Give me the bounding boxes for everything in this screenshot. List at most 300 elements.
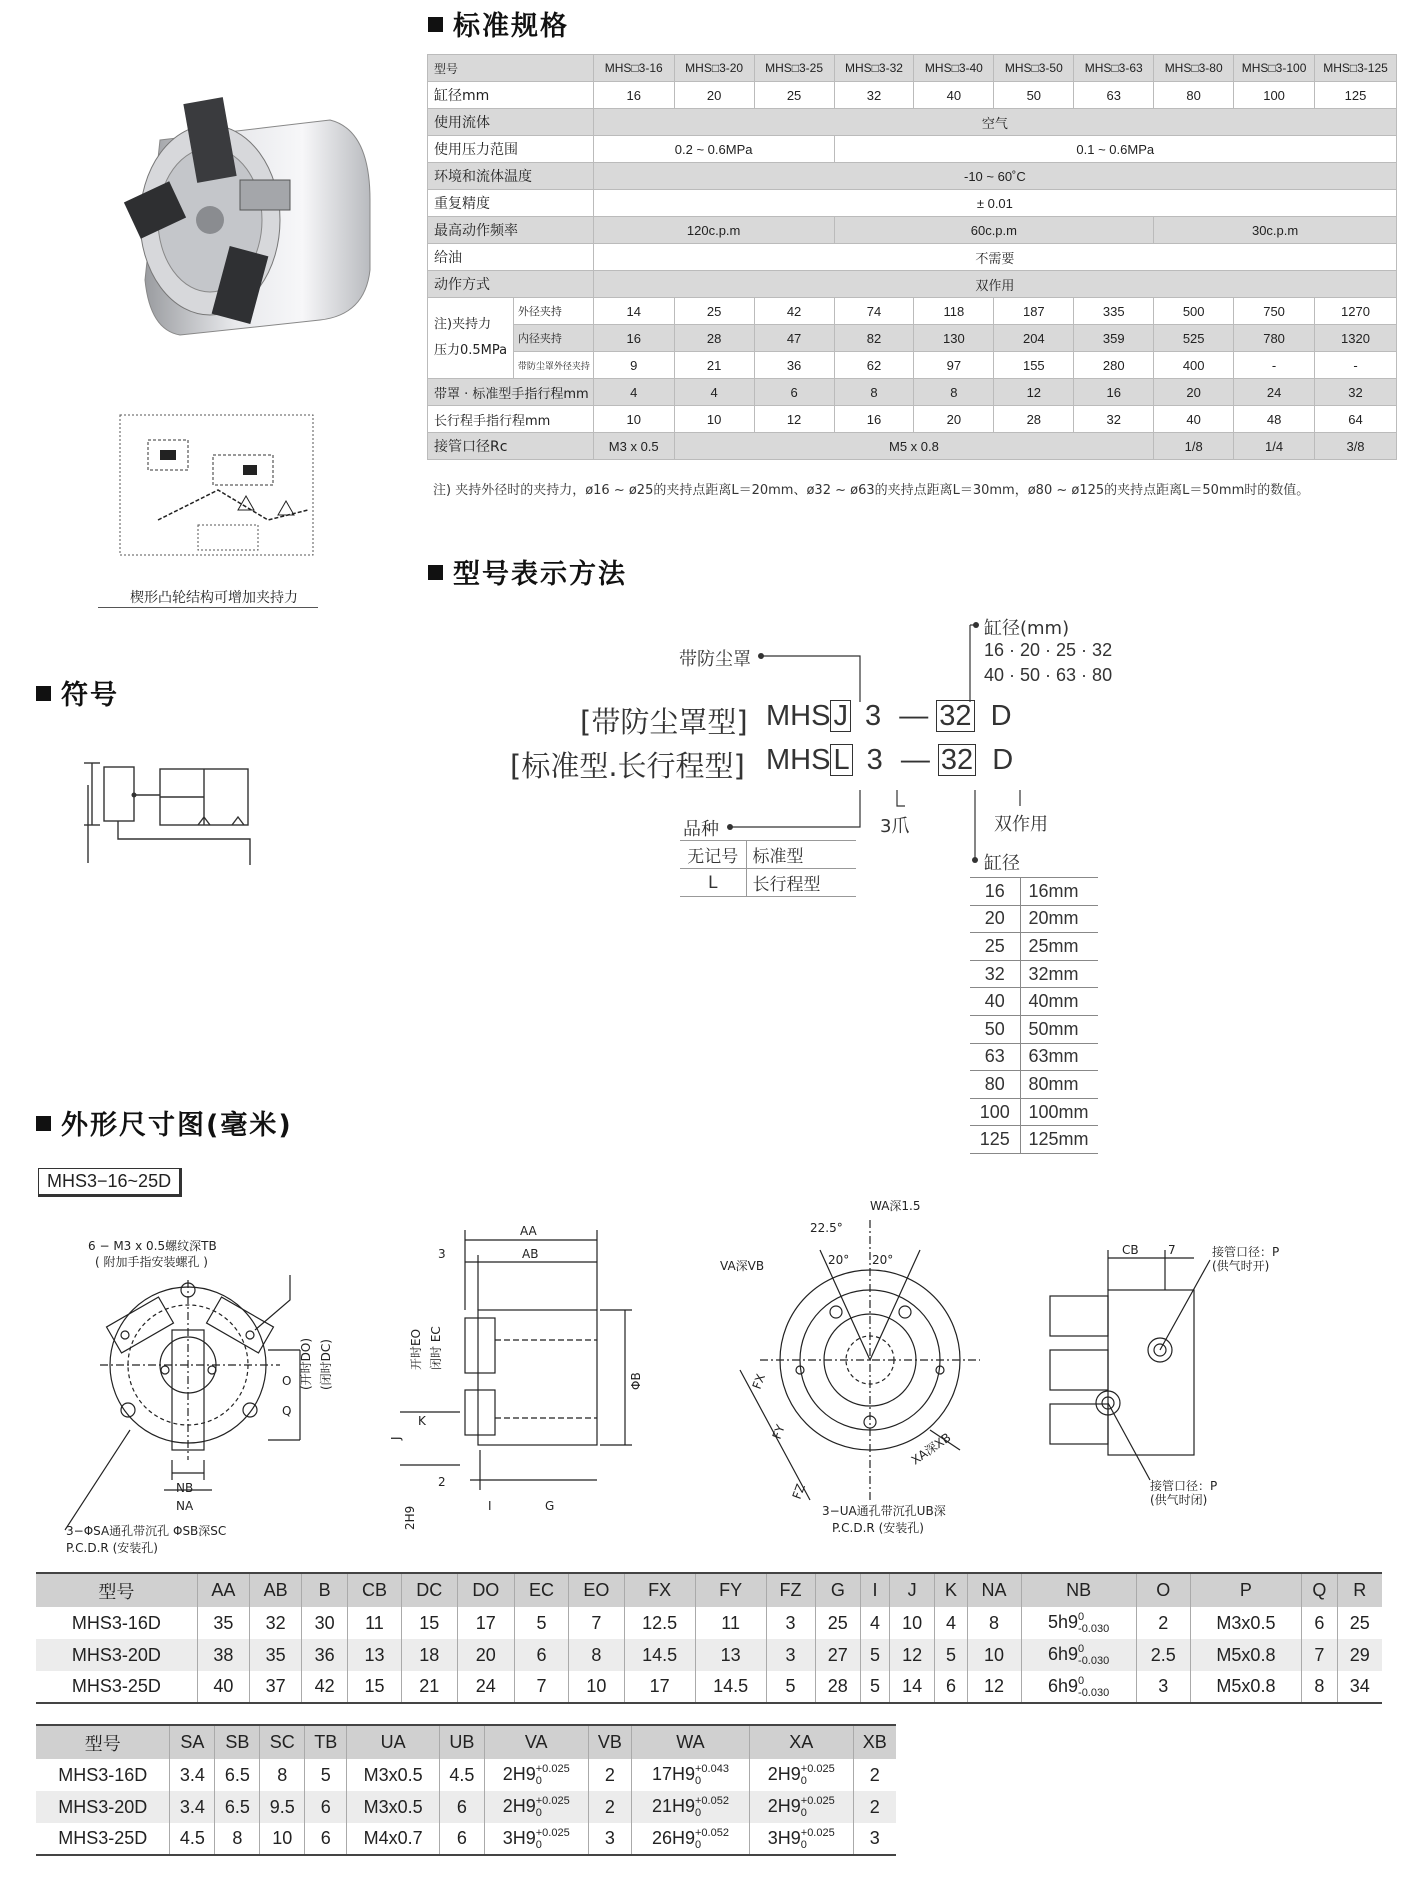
nb-main: 5h9: [1047, 1611, 1079, 1632]
dim1-cell: 7: [1302, 1639, 1337, 1671]
dim2-header: XB: [853, 1725, 896, 1759]
stroke-cell: 6: [754, 379, 834, 406]
force-outer-cell: 500: [1154, 298, 1234, 325]
label-q: Q: [282, 1404, 292, 1418]
dim1-cell: 7: [569, 1607, 625, 1639]
label-thread-2: ( 附加手指安装螺孔 ): [95, 1255, 208, 1269]
port-cell: M5 x 0.8: [674, 433, 1154, 460]
bore-row: [970, 1015, 1098, 1043]
stroke-cell: 24: [1234, 379, 1315, 406]
stroke-cell: 20: [1154, 379, 1234, 406]
dim1-cell: 36: [302, 1639, 348, 1671]
variety-name: 长行程型: [746, 869, 856, 897]
dim1-header: I: [861, 1573, 890, 1607]
label-eo: 开时EO: [409, 1328, 423, 1370]
spec-row-action: [428, 271, 1397, 298]
dim2-header: UB: [439, 1725, 484, 1759]
spec-lube-value: 不需要: [593, 244, 1396, 271]
force-outer-cell: 1270: [1315, 298, 1397, 325]
va-cell: [484, 1759, 588, 1791]
force-outer-cell: 74: [834, 298, 914, 325]
label-fz: FZ: [789, 1482, 808, 1502]
square-bullet-icon: [36, 686, 51, 701]
dim2-cell: 3: [588, 1823, 631, 1855]
dim1-cell: 12: [967, 1671, 1021, 1703]
bore-size: 63mm: [1020, 1043, 1098, 1071]
variety-label: 品种: [683, 819, 719, 840]
va-tolerance: [536, 1763, 570, 1787]
dim1-header: NB: [1021, 1573, 1136, 1607]
force-label-1: 注)夹持力: [434, 317, 492, 332]
dim2-cell: M3x0.5: [347, 1759, 440, 1791]
dim1-header: J: [889, 1573, 935, 1607]
dim1-cell: 6: [935, 1671, 967, 1703]
series-text: MHS3−16~25D: [47, 1171, 172, 1191]
dim2-header: SA: [170, 1725, 215, 1759]
dim2-cell: 2: [588, 1759, 631, 1791]
label-nb: NB: [176, 1481, 194, 1495]
dim2-cell: 8: [260, 1759, 305, 1791]
stroke-cell: 8: [914, 379, 994, 406]
dim1-header: FZ: [766, 1573, 815, 1607]
dim2-header: UA: [347, 1725, 440, 1759]
dim2-cell: M3x0.5: [347, 1791, 440, 1823]
nb-upper: 0: [1078, 1611, 1085, 1623]
dim2-cell: 3: [853, 1823, 896, 1855]
spec-row-temp: [428, 163, 1397, 190]
spec-model-cell: MHS□3-80: [1154, 55, 1234, 82]
stroke-cell: 4: [674, 379, 754, 406]
dim1-nb-cell: [1021, 1671, 1136, 1703]
dim1-header: EC: [515, 1573, 569, 1607]
dim2-header: SC: [260, 1725, 305, 1759]
technical-drawings: [0, 1190, 1428, 1570]
dim1-cell: 15: [401, 1607, 457, 1639]
spec-row-port: [428, 433, 1397, 460]
force-outer-cell: 335: [1074, 298, 1154, 325]
code-size: 32: [936, 700, 974, 732]
dim1-cell: 25: [815, 1607, 861, 1639]
dim1-header: DC: [401, 1573, 457, 1607]
wa-cell: [632, 1823, 750, 1855]
dim1-header: AB: [250, 1573, 302, 1607]
code-dash: —: [900, 744, 930, 776]
dim1-cell: 42: [302, 1671, 348, 1703]
force-dust-cell: 280: [1074, 352, 1154, 379]
dim2-cell: 5: [305, 1759, 347, 1791]
spec-model-cell: MHS□3-25: [754, 55, 834, 82]
force-outer-cell: 118: [914, 298, 994, 325]
spec-long-label: 长行程手指行程mm: [428, 406, 594, 433]
dim1-cell: 29: [1337, 1639, 1382, 1671]
spec-row-force-inner: [428, 325, 1397, 352]
bore-row: [970, 933, 1098, 961]
dim1-header: AA: [197, 1573, 249, 1607]
va-lower: 0: [535, 1838, 542, 1851]
dim1-cell: 15: [347, 1671, 401, 1703]
dim2-row: [36, 1759, 896, 1791]
symbol-title-text: 符号: [61, 680, 119, 711]
label-dc: (闭时DC): [319, 1339, 333, 1390]
dim1-cell: 25: [1337, 1607, 1382, 1639]
wa-cell: [632, 1791, 750, 1823]
va-lower: 0: [535, 1807, 542, 1819]
dim2-cell: 9.5: [260, 1791, 305, 1823]
dim1-cell: 18: [401, 1639, 457, 1671]
dim1-cell: 5: [935, 1639, 967, 1671]
force-dust-cell: 62: [834, 352, 914, 379]
va-main: 2H9: [502, 1795, 536, 1816]
dim2-cell: MHS3-25D: [58, 1828, 148, 1848]
dim2-cell: 2: [853, 1759, 896, 1791]
long-cell: 64: [1315, 406, 1397, 433]
xa-lower: 0: [800, 1775, 807, 1787]
bore-size: 20mm: [1020, 905, 1098, 933]
spec-bore-label: 缸径mm: [428, 82, 594, 109]
label-cb: CB: [1122, 1243, 1139, 1257]
dim1-cell: M5x0.8: [1190, 1639, 1301, 1671]
label-port-close: 接管口径：P: [1150, 1479, 1218, 1493]
square-bullet-icon: [428, 565, 443, 580]
spec-row-force-dust: [428, 352, 1397, 379]
label-port-open: 接管口径：P: [1212, 1245, 1280, 1259]
bore-list-2: 40 · 50 · 63 · 80: [984, 665, 1113, 685]
dim2-cell: 6: [439, 1791, 484, 1823]
bore-row: [970, 1098, 1098, 1126]
dim1-cell: 21: [401, 1671, 457, 1703]
cam-structure-diagram: [118, 410, 318, 560]
dim2-header: SB: [215, 1725, 260, 1759]
bore-size: 25mm: [1020, 933, 1098, 961]
force-inner-cell: 525: [1154, 325, 1234, 352]
long-cell: 16: [834, 406, 914, 433]
dim1-cell: 35: [197, 1607, 249, 1639]
label-i: I: [488, 1499, 492, 1513]
variety-table: [680, 840, 856, 897]
spec-repeat-value: ± 0.01: [593, 190, 1396, 217]
label-ua: 3−UA通孔带沉孔UB深: [822, 1504, 946, 1518]
code-j: J: [830, 700, 851, 732]
spec-row-model: [428, 55, 1397, 82]
stroke-cell: 16: [1074, 379, 1154, 406]
wa-main: 26H9: [651, 1827, 695, 1848]
long-cell: 48: [1234, 406, 1315, 433]
bore-code: 100: [970, 1098, 1020, 1126]
nb-tolerance: [1078, 1675, 1109, 1699]
dim1-cell: M5x0.8: [1190, 1671, 1301, 1703]
dim1-header: P: [1190, 1573, 1301, 1607]
wa-tolerance: [695, 1827, 729, 1851]
dim1-cell: 14.5: [695, 1671, 766, 1703]
double-action-label: 双作用: [994, 814, 1048, 835]
va-main: 3H9: [502, 1827, 536, 1848]
bore-code: 125: [970, 1126, 1020, 1154]
dim1-cell: 5: [766, 1671, 815, 1703]
nb-tolerance: [1078, 1643, 1109, 1667]
force-inner-label: 内径夹持: [513, 325, 593, 352]
force-outer-cell: 25: [674, 298, 754, 325]
dim1-cell: 24: [457, 1671, 514, 1703]
spec-bore-cell: 63: [1074, 82, 1154, 109]
spec-bore-cell: 80: [1154, 82, 1234, 109]
code-three: 3: [865, 700, 882, 732]
spec-temp-label: 环境和流体温度: [428, 163, 594, 190]
bore-row: [970, 905, 1098, 933]
bore-row: [970, 1126, 1098, 1154]
va-upper: +0.025: [535, 1826, 570, 1839]
wa-main: 21H9: [651, 1795, 695, 1816]
spec-lube-label: 给油: [428, 244, 594, 271]
spec-force-label: [428, 298, 514, 379]
force-inner-cell: 28: [674, 325, 754, 352]
bore-size: 125mm: [1020, 1126, 1098, 1154]
dim1-header: 型号: [36, 1573, 197, 1607]
spec-temp-value: -10 ~ 60˚C: [593, 163, 1396, 190]
force-inner-cell: 359: [1074, 325, 1154, 352]
port-cell: 1/4: [1234, 433, 1315, 460]
label-three: 3: [438, 1247, 446, 1261]
dim1-cell: 27: [815, 1639, 861, 1671]
spec-bore-cell: 50: [994, 82, 1074, 109]
spec-bore-cell: 20: [674, 82, 754, 109]
dim1-header: NA: [967, 1573, 1021, 1607]
spec-model-cell: MHS□3-40: [914, 55, 994, 82]
dim1-cell: 6: [1302, 1607, 1337, 1639]
dim1-cell: 17: [457, 1607, 514, 1639]
force-inner-cell: 82: [834, 325, 914, 352]
bore-table: [970, 877, 1098, 1154]
spec-row-stroke: [428, 379, 1397, 406]
label-port-close-2: (供气时闭): [1150, 1493, 1208, 1507]
spec-bore-cell: 40: [914, 82, 994, 109]
dim1-cell: MHS3-16D: [71, 1612, 161, 1633]
dim2-cell: 6: [439, 1823, 484, 1855]
section-title-dims: [36, 1103, 293, 1142]
label-na: NA: [176, 1499, 194, 1513]
label-angle-1: 22.5°: [810, 1221, 843, 1235]
bore-code: 32: [970, 960, 1020, 988]
wa-cell: [632, 1759, 750, 1791]
spec-row-repeat: [428, 190, 1397, 217]
section-title-model: [428, 552, 627, 591]
xa-upper: +0.025: [800, 1826, 835, 1839]
xa-cell: [749, 1791, 853, 1823]
bore-row: [970, 988, 1098, 1016]
force-dust-cell: 36: [754, 352, 834, 379]
line1-code: [766, 700, 1012, 733]
force-inner-cell: 16: [593, 325, 674, 352]
force-inner-cell: 780: [1234, 325, 1315, 352]
label-angle-3: 20°: [872, 1253, 894, 1267]
code-l: L: [830, 744, 852, 776]
bore-code: 25: [970, 933, 1020, 961]
bore-code: 40: [970, 988, 1020, 1016]
xa-cell: [749, 1759, 853, 1791]
force-inner-cell: 204: [994, 325, 1074, 352]
dim2-header: 型号: [36, 1725, 170, 1759]
dim1-cell: 8: [569, 1639, 625, 1671]
nb-main: 6h9: [1047, 1675, 1079, 1696]
label-pcd-1: P.C.D.R (安装孔): [66, 1541, 158, 1555]
wa-tolerance: [695, 1763, 729, 1787]
dim2-cell: 6.5: [215, 1791, 260, 1823]
spec-freq-value: 30c.p.m: [1154, 217, 1397, 244]
dim1-nb-cell: [1021, 1607, 1136, 1639]
xa-upper: +0.025: [800, 1763, 835, 1775]
label-thread: 6 − M3 x 0.5螺纹深TB: [88, 1239, 217, 1253]
dim2-cell: MHS3-20D: [36, 1791, 170, 1823]
long-cell: 12: [754, 406, 834, 433]
force-outer-cell: 750: [1234, 298, 1315, 325]
dim2-row: [36, 1791, 896, 1823]
dim1-header: G: [815, 1573, 861, 1607]
dim2-header: TB: [305, 1725, 347, 1759]
xa-tolerance: [801, 1827, 835, 1851]
dim2-cell: 6: [305, 1791, 347, 1823]
dim2-row: [36, 1823, 896, 1855]
dim1-cell: 20: [457, 1639, 514, 1671]
dim2-cell: 10: [260, 1823, 305, 1855]
stroke-cell: 32: [1315, 379, 1397, 406]
wa-upper: +0.043: [695, 1763, 729, 1775]
spec-bore-cell: 125: [1315, 82, 1397, 109]
force-outer-cell: 42: [754, 298, 834, 325]
dim1-cell: 37: [250, 1671, 302, 1703]
bottom-view: [740, 1220, 980, 1500]
wa-upper: +0.052: [695, 1826, 729, 1839]
dim1-cell: 11: [695, 1607, 766, 1639]
dim1-cell: M3x0.5: [1190, 1607, 1301, 1639]
spec-model-cell: MHS□3-63: [1074, 55, 1154, 82]
code-mhs: MHS: [766, 744, 831, 776]
bore-code: 80: [970, 1071, 1020, 1099]
dim2-header: VB: [588, 1725, 631, 1759]
spec-model-cell: MHS□3-100: [1234, 55, 1315, 82]
nb-upper: 0: [1078, 1674, 1085, 1687]
dim2-cell: 4.5: [439, 1759, 484, 1791]
long-cell: 32: [1074, 406, 1154, 433]
dim1-cell: 5: [861, 1671, 890, 1703]
dim1-nb-cell: [1021, 1639, 1136, 1671]
label-wa: WA深1.5: [870, 1199, 921, 1213]
label-ec: 闭时 EC: [429, 1326, 443, 1370]
label-o: O: [282, 1374, 292, 1388]
spec-model-label: 型号: [428, 55, 594, 82]
dim1-row: [36, 1671, 1382, 1703]
spec-freq-label: 最高动作频率: [428, 217, 594, 244]
force-dust-cell: 400: [1154, 352, 1234, 379]
bore-row: [970, 1043, 1098, 1071]
long-cell: 20: [914, 406, 994, 433]
dim2-cell: 3.4: [170, 1791, 215, 1823]
cam-caption: 楔形凸轮结构可增加夹持力: [130, 590, 298, 606]
spec-bore-cell: 100: [1234, 82, 1315, 109]
port-cell: 1/8: [1154, 433, 1234, 460]
line2-code: [766, 744, 1013, 777]
nb-tolerance: [1078, 1611, 1109, 1635]
xa-tolerance: [801, 1763, 835, 1787]
nb-lower: -0.030: [1078, 1655, 1110, 1667]
dim1-cell: 40: [197, 1671, 249, 1703]
wa-tolerance: [695, 1795, 729, 1819]
dim1-header: Q: [1302, 1573, 1337, 1607]
dim1-cell: 8: [967, 1607, 1021, 1639]
spec-model-cell: MHS□3-32: [834, 55, 914, 82]
dims-title-text: 外形尺寸图(毫米): [61, 1110, 293, 1141]
spec-model-cell: MHS□3-20: [674, 55, 754, 82]
dim1-cell: 2: [1136, 1607, 1190, 1639]
dim1-header-row: [36, 1573, 1382, 1607]
product-image: [100, 80, 380, 350]
force-dust-cell: -: [1315, 352, 1397, 379]
dim1-cell: 14: [889, 1671, 935, 1703]
force-outer-label: 外径夹持: [513, 298, 593, 325]
label-g: G: [545, 1499, 555, 1513]
dim1-cell: 10: [967, 1639, 1021, 1671]
force-outer-cell: 14: [593, 298, 674, 325]
spec-port-label: 接管口径Rc: [428, 433, 594, 460]
dim1-cell: 32: [250, 1607, 302, 1639]
dim2-header-row: [36, 1725, 896, 1759]
dim1-header: EO: [569, 1573, 625, 1607]
spec-model-cell: MHS□3-50: [994, 55, 1074, 82]
force-outer-cell: 187: [994, 298, 1074, 325]
bore-size: 16mm: [1020, 878, 1098, 906]
dim1-cell: 10: [889, 1607, 935, 1639]
code-mhs: MHS: [766, 700, 831, 732]
dim1-cell: 17: [624, 1671, 695, 1703]
label-va: VA深VB: [720, 1259, 765, 1273]
dim1-header: CB: [347, 1573, 401, 1607]
label-sa: 3−ΦSA通孔带沉孔 ΦSB深SC: [66, 1524, 227, 1538]
bore-size: 50mm: [1020, 1015, 1098, 1043]
right-view: [1050, 1250, 1210, 1480]
dim1-cell: 5: [861, 1639, 890, 1671]
dim1-row: [36, 1639, 1382, 1671]
label-aa: AA: [520, 1224, 537, 1238]
pneumatic-symbol: [80, 755, 260, 875]
wa-main: 17H9: [651, 1763, 695, 1784]
force-dust-cell: -: [1234, 352, 1315, 379]
spec-row-pressure: [428, 136, 1397, 163]
dim1-cell: 7: [515, 1671, 569, 1703]
variety-name: 标准型: [746, 841, 856, 869]
dim1-cell: 14.5: [624, 1639, 695, 1671]
bore-row: [970, 878, 1098, 906]
dim1-header: B: [302, 1573, 348, 1607]
label-xa: XA深XB: [908, 1430, 954, 1468]
va-tolerance: [536, 1795, 570, 1819]
dim1-cell: 28: [815, 1671, 861, 1703]
va-cell: [484, 1791, 588, 1823]
spec-fluid-value: 空气: [593, 109, 1396, 136]
variety-row: [680, 869, 856, 897]
wa-lower: 0: [695, 1775, 702, 1787]
dim2-cell: 6.5: [215, 1759, 260, 1791]
dim1-cell: 5: [515, 1607, 569, 1639]
dim2-cell: 2: [588, 1791, 631, 1823]
claws-label: 3爪: [880, 816, 910, 837]
nb-lower: -0.030: [1078, 1686, 1110, 1699]
nb-main: 6h9: [1047, 1643, 1079, 1664]
code-dash: —: [899, 700, 929, 732]
spec-freq-value: 60c.p.m: [834, 217, 1154, 244]
dust-cover-label: 带防尘罩: [679, 649, 751, 670]
dim2-cell: 3.4: [170, 1759, 215, 1791]
code-size: 32: [938, 744, 976, 776]
code-d: D: [990, 700, 1012, 732]
square-bullet-icon: [428, 17, 443, 32]
